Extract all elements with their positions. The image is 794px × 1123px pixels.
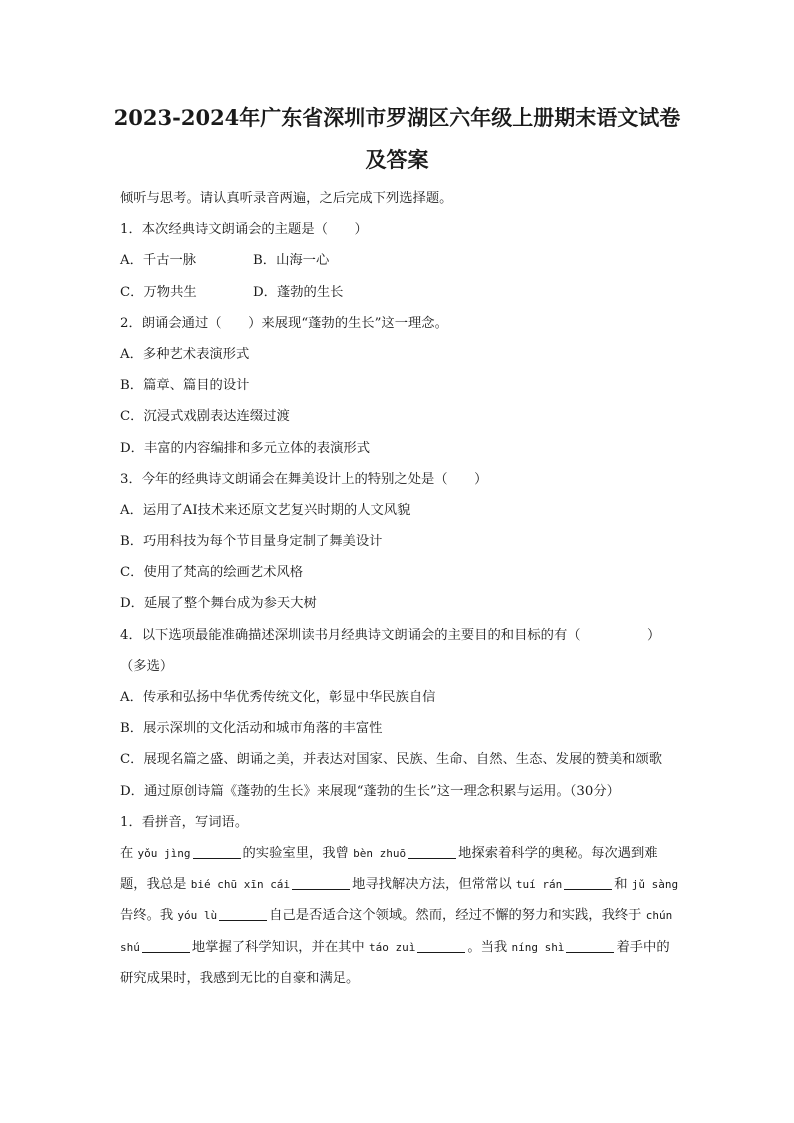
question-2-stem: 2．朗诵会通过（ ）来展现“蓬勃的生长”这一理念。 — [120, 315, 448, 331]
passage-text: 地探索着科学的奥秘。每次遇到难题，我总是 — [120, 845, 658, 893]
q4-option-a: A．传承和弘扬中华优秀传统文化，彰显中华民族自信 — [120, 690, 436, 706]
q1-option-c: C．万物共生 — [120, 284, 197, 300]
answer-blank[interactable] — [408, 844, 456, 859]
q1-option-a: A．千古一脉 — [120, 253, 197, 269]
pinyin-passage — [120, 838, 680, 994]
answer-blank[interactable] — [566, 938, 614, 953]
passage-text: 和 — [614, 877, 632, 893]
pinyin-prompt: táo zuì — [368, 940, 416, 954]
question-3-stem: 3．今年的经典诗文朗诵会在舞美设计上的特别之处是（ ） — [120, 471, 488, 487]
answer-blank[interactable] — [292, 875, 350, 890]
q3-option-d: D．延展了整个舞台成为参天大树 — [120, 596, 317, 612]
q4-option-b: B．展示深圳的文化活动和城市角落的丰富性 — [120, 721, 383, 737]
pinyin-prompt: tuí rán — [515, 878, 563, 892]
q3-option-c: C．使用了梵高的绘画艺术风格 — [120, 565, 304, 581]
intro-instruction: 倾听与思考。请认真听录音两遍，之后完成下列选择题。 — [120, 191, 453, 206]
q2-option-a: A．多种艺术表演形式 — [120, 346, 250, 362]
answer-blank[interactable] — [564, 875, 612, 890]
passage-text: 着手中的研究成果时，我感到无比的自豪和满足。 — [120, 939, 670, 986]
passage-text: 在 — [120, 845, 138, 861]
pinyin-prompt: níng shì — [511, 940, 565, 954]
q3-option-a: A．运用了AI技术来还原文艺复兴时期的人文风貌 — [120, 502, 411, 518]
q4-option-c: C．展现名篇之盛、朗诵之美，并表达对国家、民族、生命、自然、生态、发展的赞美和颂歌 — [120, 752, 663, 768]
pinyin-prompt: jǔ sàng — [631, 878, 679, 892]
question-4-stem: 4．以下选项最能准确描述深圳读书月经典诗文朗诵会的主要目的和目标的有（ ）（多选） — [120, 627, 661, 674]
document-body — [120, 183, 680, 994]
answer-blank[interactable] — [417, 938, 465, 953]
pinyin-prompt: yóu lù — [177, 909, 218, 923]
pinyin-prompt: chún shú — [120, 909, 673, 954]
passage-text: 地掌握了科学知识，并在其中 — [191, 939, 369, 955]
pinyin-prompt: yǒu jìng — [137, 846, 191, 860]
pinyin-prompt: bié chū xīn cái — [190, 878, 291, 892]
passage-text: 。当我 — [467, 939, 512, 955]
question-1-options-row2 — [120, 277, 680, 308]
q2-option-c: C．沉浸式戏剧表达连缀过渡 — [120, 409, 290, 425]
pinyin-prompt: bèn zhuō — [353, 846, 407, 860]
question-1-options-row1 — [120, 245, 680, 276]
answer-blank[interactable] — [219, 906, 267, 921]
q3-option-b: B．巧用科技为每个节目量身定制了舞美设计 — [120, 534, 383, 550]
answer-blank[interactable] — [142, 938, 190, 953]
passage-text: 地寻找解决方法，但常常以 — [352, 877, 516, 893]
passage-text: 的实验室里，我曾 — [242, 845, 354, 861]
answer-blank[interactable] — [193, 844, 241, 859]
passage-text: 告终。我 — [120, 908, 178, 924]
section-2-heading: 1．看拼音，写词语。 — [120, 814, 249, 830]
q1-option-d: D．蓬勃的生长 — [253, 284, 344, 300]
q2-option-b: B．篇章、篇目的设计 — [120, 378, 250, 394]
q2-option-d: D．丰富的内容编排和多元立体的表演形式 — [120, 440, 371, 456]
question-1-stem: 1．本次经典诗文朗诵会的主题是（ ） — [120, 222, 368, 238]
q4-option-d: D．通过原创诗篇《蓬勃的生长》来展现“蓬勃的生长”这一理念积累与运用。（30分） — [120, 783, 620, 799]
document-title-line1: 2023-2024年广东省深圳市罗湖区六年级上册期末语文试卷 — [113, 105, 681, 130]
document-title-line2: 及答案 — [365, 147, 429, 172]
passage-text: 自己是否适合这个领域。然而，经过不懈的努力和实践，我终于 — [269, 908, 646, 924]
q1-option-b: B．山海一心 — [253, 253, 330, 269]
